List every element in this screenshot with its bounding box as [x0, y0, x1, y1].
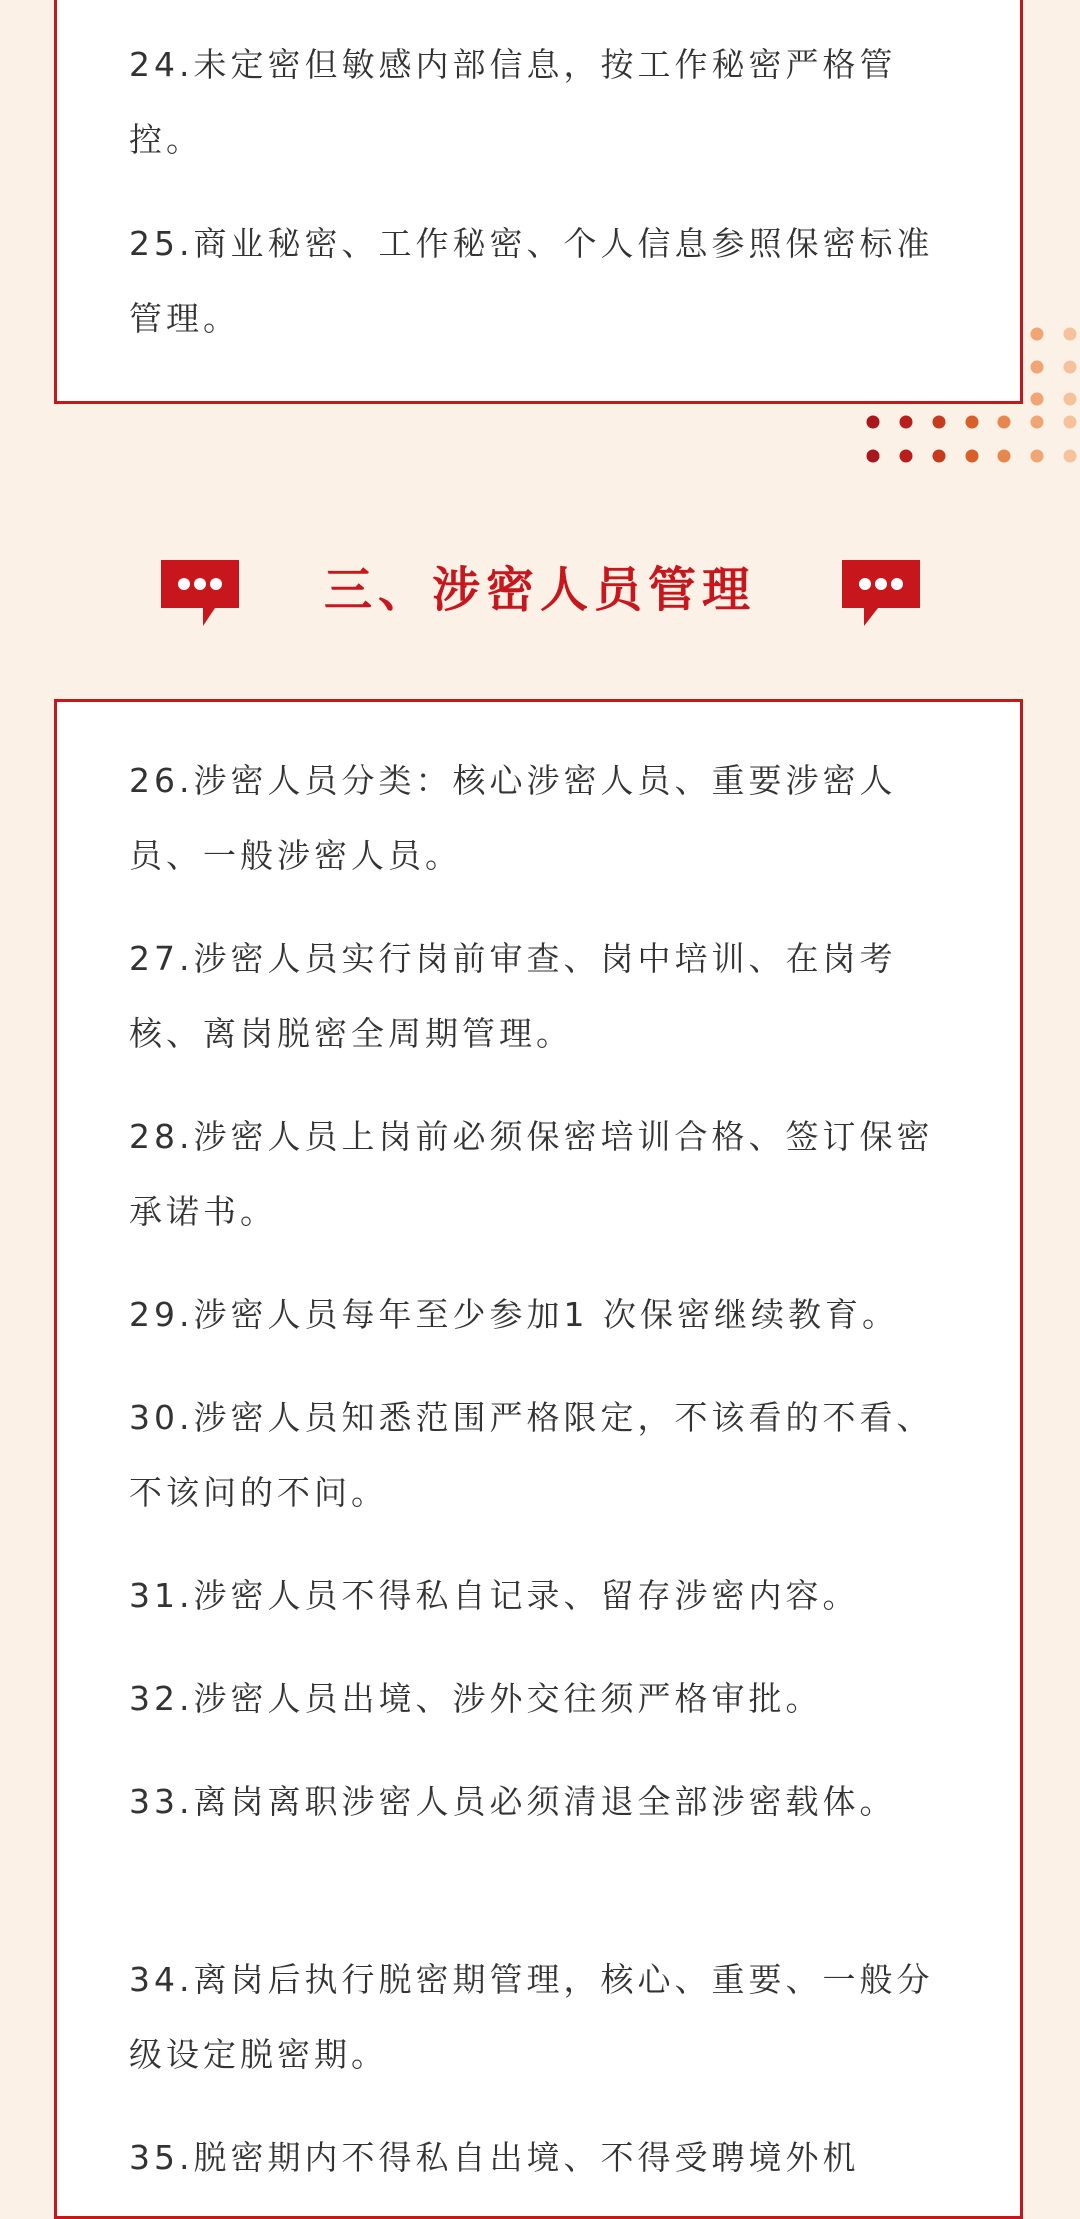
rule-item-30: 30.涉密人员知悉范围严格限定，不该看的不看、不该问的不问。 — [129, 1398, 934, 1512]
decor-dot — [867, 416, 880, 429]
decor-dot — [900, 416, 913, 429]
rule-item-33: 33.离岗离职涉密人员必须清退全部涉密载体。 — [129, 1782, 897, 1821]
decor-dot — [998, 450, 1011, 463]
speech-bubble-icon — [157, 556, 243, 630]
rule-item-24: 24.未定密但敏感内部信息，按工作秘密严格管控。 — [129, 45, 897, 159]
decor-dot — [1064, 450, 1077, 463]
decor-dot — [1064, 416, 1077, 429]
decor-dot — [1064, 361, 1077, 374]
decor-dot — [1031, 393, 1044, 406]
decor-dot — [1064, 393, 1077, 406]
decor-dot — [966, 450, 979, 463]
decor-dot — [1031, 328, 1044, 341]
dot-grid-decoration — [860, 322, 1080, 472]
rule-item-25: 25.商业秘密、工作秘密、个人信息参照保密标准管理。 — [129, 224, 934, 338]
decor-dot — [1031, 416, 1044, 429]
decor-dot — [1064, 328, 1077, 341]
decor-dot — [1031, 361, 1044, 374]
rule-item-32: 32.涉密人员出境、涉外交往须严格审批。 — [129, 1679, 823, 1718]
rule-item-29: 29.涉密人员每年至少参加1 次保密继续教育。 — [129, 1295, 899, 1334]
rule-item-34: 34.离岗后执行脱密期管理，核心、重要、一般分级设定脱密期。 — [129, 1960, 934, 2074]
rule-item-28: 28.涉密人员上岗前必须保密培训合格、签订保密承诺书。 — [129, 1117, 934, 1231]
rule-item-26: 26.涉密人员分类：核心涉密人员、重要涉密人员、一般涉密人员。 — [129, 761, 897, 875]
decor-dot — [933, 416, 946, 429]
section-title: 三、涉密人员管理 — [323, 562, 756, 618]
decor-dot — [933, 450, 946, 463]
decor-dot — [966, 416, 979, 429]
rule-item-27: 27.涉密人员实行岗前审查、岗中培训、在岗考核、离岗脱密全周期管理。 — [129, 939, 897, 1053]
rules-card-main — [54, 699, 1023, 2219]
speech-bubble-icon — [838, 556, 924, 630]
rule-item-31: 31.涉密人员不得私自记录、留存涉密内容。 — [129, 1576, 860, 1615]
rule-item-35: 35.脱密期内不得私自出境、不得受聘境外机 — [129, 2138, 860, 2177]
decor-dot — [998, 416, 1011, 429]
decor-dot — [900, 450, 913, 463]
decor-dot — [1031, 450, 1044, 463]
decor-dot — [867, 450, 880, 463]
